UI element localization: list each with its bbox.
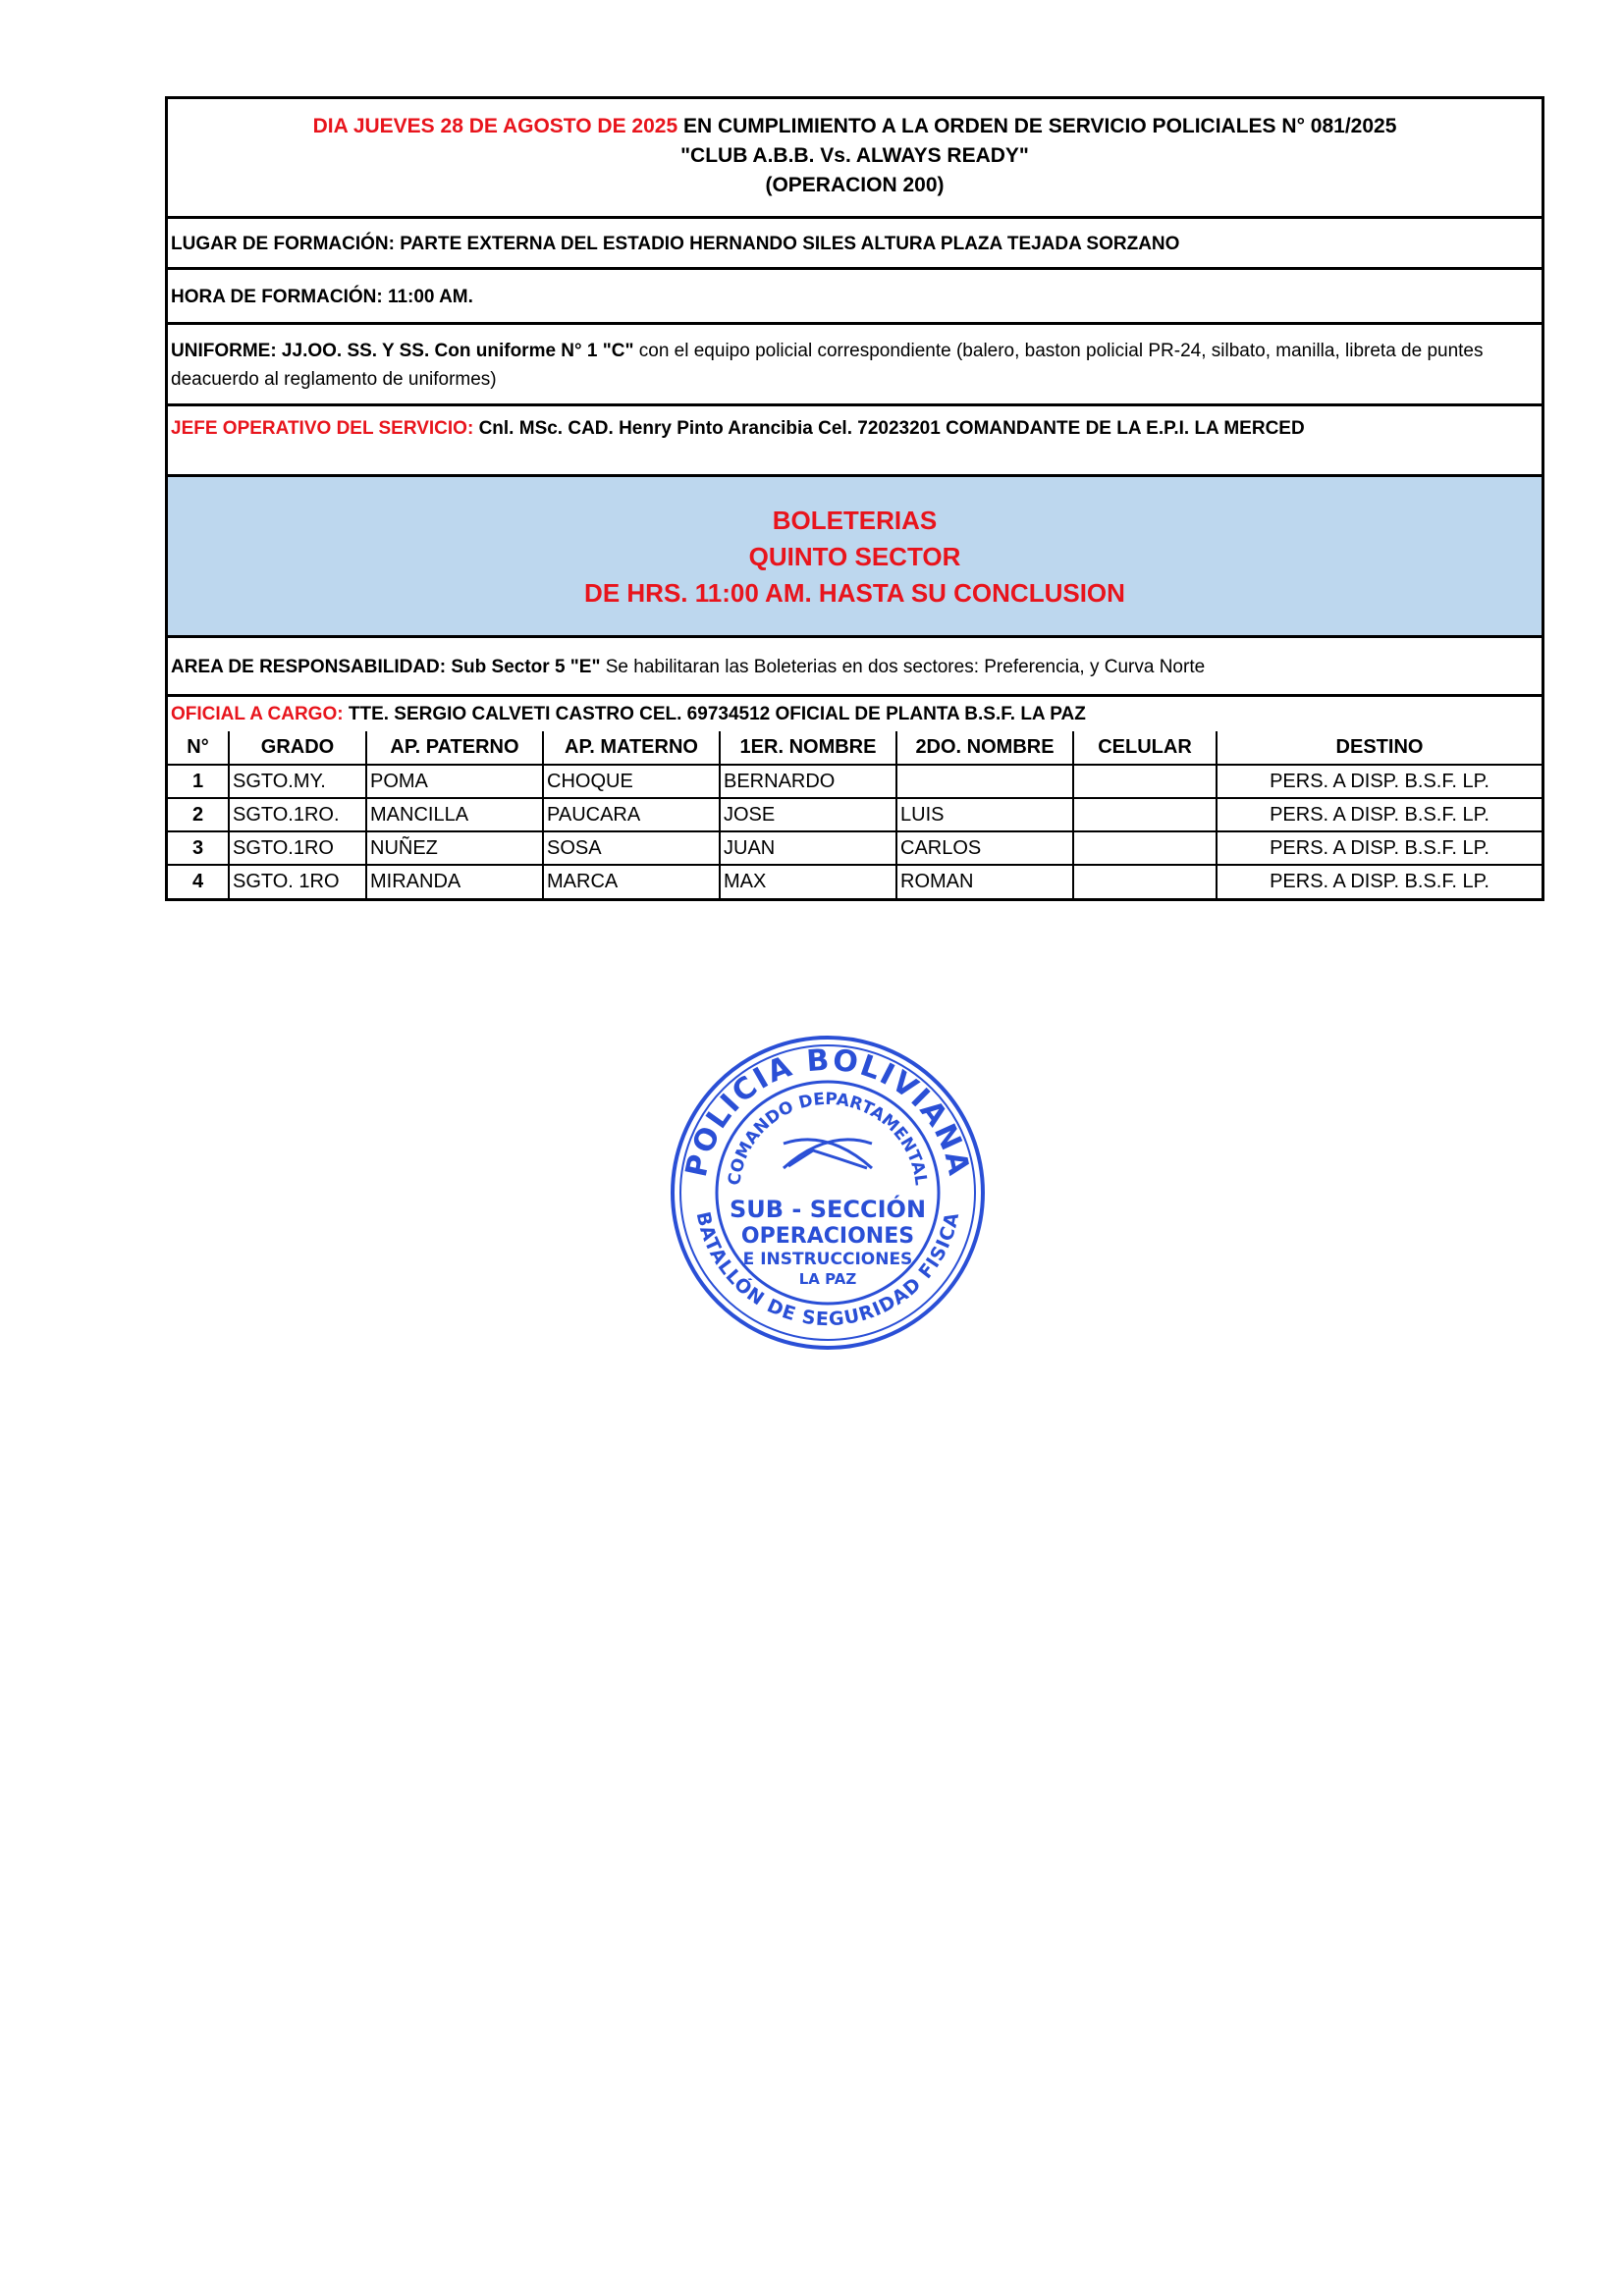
cell-paternal: NUÑEZ [366, 831, 543, 865]
operations-chief-row [165, 403, 1544, 474]
uniform-label: UNIFORME: JJ.OO. SS. Y SS. Con uniforme N° 1 "C" [171, 341, 634, 361]
cell-number: 1 [168, 765, 229, 798]
cell-phone [1073, 765, 1217, 798]
title-line-1 [168, 112, 1542, 141]
service-order-sheet [165, 96, 1544, 901]
table-row [168, 765, 1542, 798]
cell-grade: SGTO.MY. [229, 765, 366, 798]
col-header-destination: DESTINO [1217, 731, 1542, 765]
seal-center-line-3: E INSTRUCCIONES [742, 1250, 913, 1269]
chief-label: JEFE OPERATIVO DEL SERVICIO: [171, 418, 474, 439]
seal-outer-top-text: POLICIA BOLIVIANA [678, 1042, 977, 1181]
sector-line-2: QUINTO SECTOR [748, 542, 961, 571]
uniform-row [165, 322, 1544, 403]
table-row [168, 831, 1542, 865]
cell-number: 2 [168, 798, 229, 831]
cell-first-name: BERNARDO [720, 765, 896, 798]
roster-table [168, 731, 1542, 898]
service-date: DIA JUEVES 28 DE AGOSTO DE 2025 [312, 115, 678, 137]
col-header-number: N° [168, 731, 229, 765]
area-text: Se habilitaran las Boleterias en dos sectores: Preferencia, y Curva Norte [600, 657, 1206, 677]
cell-second-name: LUIS [896, 798, 1073, 831]
cell-paternal: MIRANDA [366, 865, 543, 898]
seal-center-line-2: OPERACIONES [740, 1224, 915, 1249]
table-row [168, 798, 1542, 831]
sector-banner [165, 474, 1544, 635]
uniform-text: con el equipo policial correspondiente (balero, baston policial PR-24, silbato, manilla, libreta de puntes deacuerdo al reglamento de uniformes) [171, 341, 1484, 390]
crossed-emblem-icon [784, 1140, 872, 1168]
cell-grade: SGTO.1RO. [229, 798, 366, 831]
sector-line-1: BOLETERIAS [772, 506, 938, 535]
col-header-maternal: AP. MATERNO [543, 731, 720, 765]
responsibility-area-row [165, 635, 1544, 694]
cell-phone [1073, 798, 1217, 831]
cell-grade: SGTO.1RO [229, 831, 366, 865]
seal-inner-top-text: COMANDO DEPARTAMENTAL [725, 1089, 931, 1187]
operation-name: (OPERACION 200) [765, 174, 945, 196]
cell-grade: SGTO. 1RO [229, 865, 366, 898]
cell-maternal: MARCA [543, 865, 720, 898]
formation-place: LUGAR DE FORMACIÓN: PARTE EXTERNA DEL ESTADIO HERNANDO SILES ALTURA PLAZA TEJADA SORZANO [165, 216, 1544, 267]
cell-first-name: MAX [720, 865, 896, 898]
col-header-phone: CELULAR [1073, 731, 1217, 765]
cell-first-name: JUAN [720, 831, 896, 865]
officer-text: TTE. SERGIO CALVETI CASTRO CEL. 69734512 OFICIAL DE PLANTA B.S.F. LA PAZ [343, 704, 1086, 724]
document-title [165, 96, 1544, 216]
formation-time: HORA DE FORMACIÓN: 11:00 AM. [165, 267, 1544, 322]
cell-phone [1073, 831, 1217, 865]
table-header-row [168, 731, 1542, 765]
cell-destination: PERS. A DISP. B.S.F. LP. [1217, 765, 1542, 798]
cell-maternal: CHOQUE [543, 765, 720, 798]
cell-paternal: MANCILLA [366, 798, 543, 831]
seal-center-line-1: SUB - SECCIÓN [729, 1196, 927, 1223]
cell-first-name: JOSE [720, 798, 896, 831]
cell-maternal: SOSA [543, 831, 720, 865]
seal-outer-bottom-text: BATALLÓN DE SEGURIDAD FISICA [691, 1209, 964, 1331]
col-header-paternal: AP. PATERNO [366, 731, 543, 765]
roster-table-wrap [165, 731, 1544, 901]
col-header-second-name: 2DO. NOMBRE [896, 731, 1073, 765]
table-row [168, 865, 1542, 898]
order-reference: EN CUMPLIMIENTO A LA ORDEN DE SERVICIO POLICIALES N° 081/2025 [677, 115, 1397, 137]
seal-rings [673, 1038, 983, 1348]
cell-second-name: CARLOS [896, 831, 1073, 865]
match-name: "CLUB A.B.B. Vs. ALWAYS READY" [680, 144, 1029, 167]
sector-line-3: DE HRS. 11:00 AM. HASTA SU CONCLUSION [584, 578, 1125, 608]
col-header-first-name: 1ER. NOMBRE [720, 731, 896, 765]
cell-destination: PERS. A DISP. B.S.F. LP. [1217, 831, 1542, 865]
cell-destination: PERS. A DISP. B.S.F. LP. [1217, 865, 1542, 898]
officer-label: OFICIAL A CARGO: [171, 704, 344, 724]
seal-center-line-4: LA PAZ [798, 1270, 857, 1288]
cell-number: 4 [168, 865, 229, 898]
area-label: AREA DE RESPONSABILIDAD: Sub Sector 5 "E" [171, 657, 601, 677]
cell-phone [1073, 865, 1217, 898]
police-seal-stamp [666, 1031, 990, 1355]
cell-destination: PERS. A DISP. B.S.F. LP. [1217, 798, 1542, 831]
cell-number: 3 [168, 831, 229, 865]
chief-text: Cnl. MSc. CAD. Henry Pinto Arancibia Cel. 72023201 COMANDANTE DE LA E.P.I. LA MERCED [473, 418, 1305, 439]
cell-second-name [896, 765, 1073, 798]
cell-maternal: PAUCARA [543, 798, 720, 831]
officer-in-charge-row [165, 694, 1544, 731]
cell-paternal: POMA [366, 765, 543, 798]
cell-second-name: ROMAN [896, 865, 1073, 898]
col-header-grade: GRADO [229, 731, 366, 765]
